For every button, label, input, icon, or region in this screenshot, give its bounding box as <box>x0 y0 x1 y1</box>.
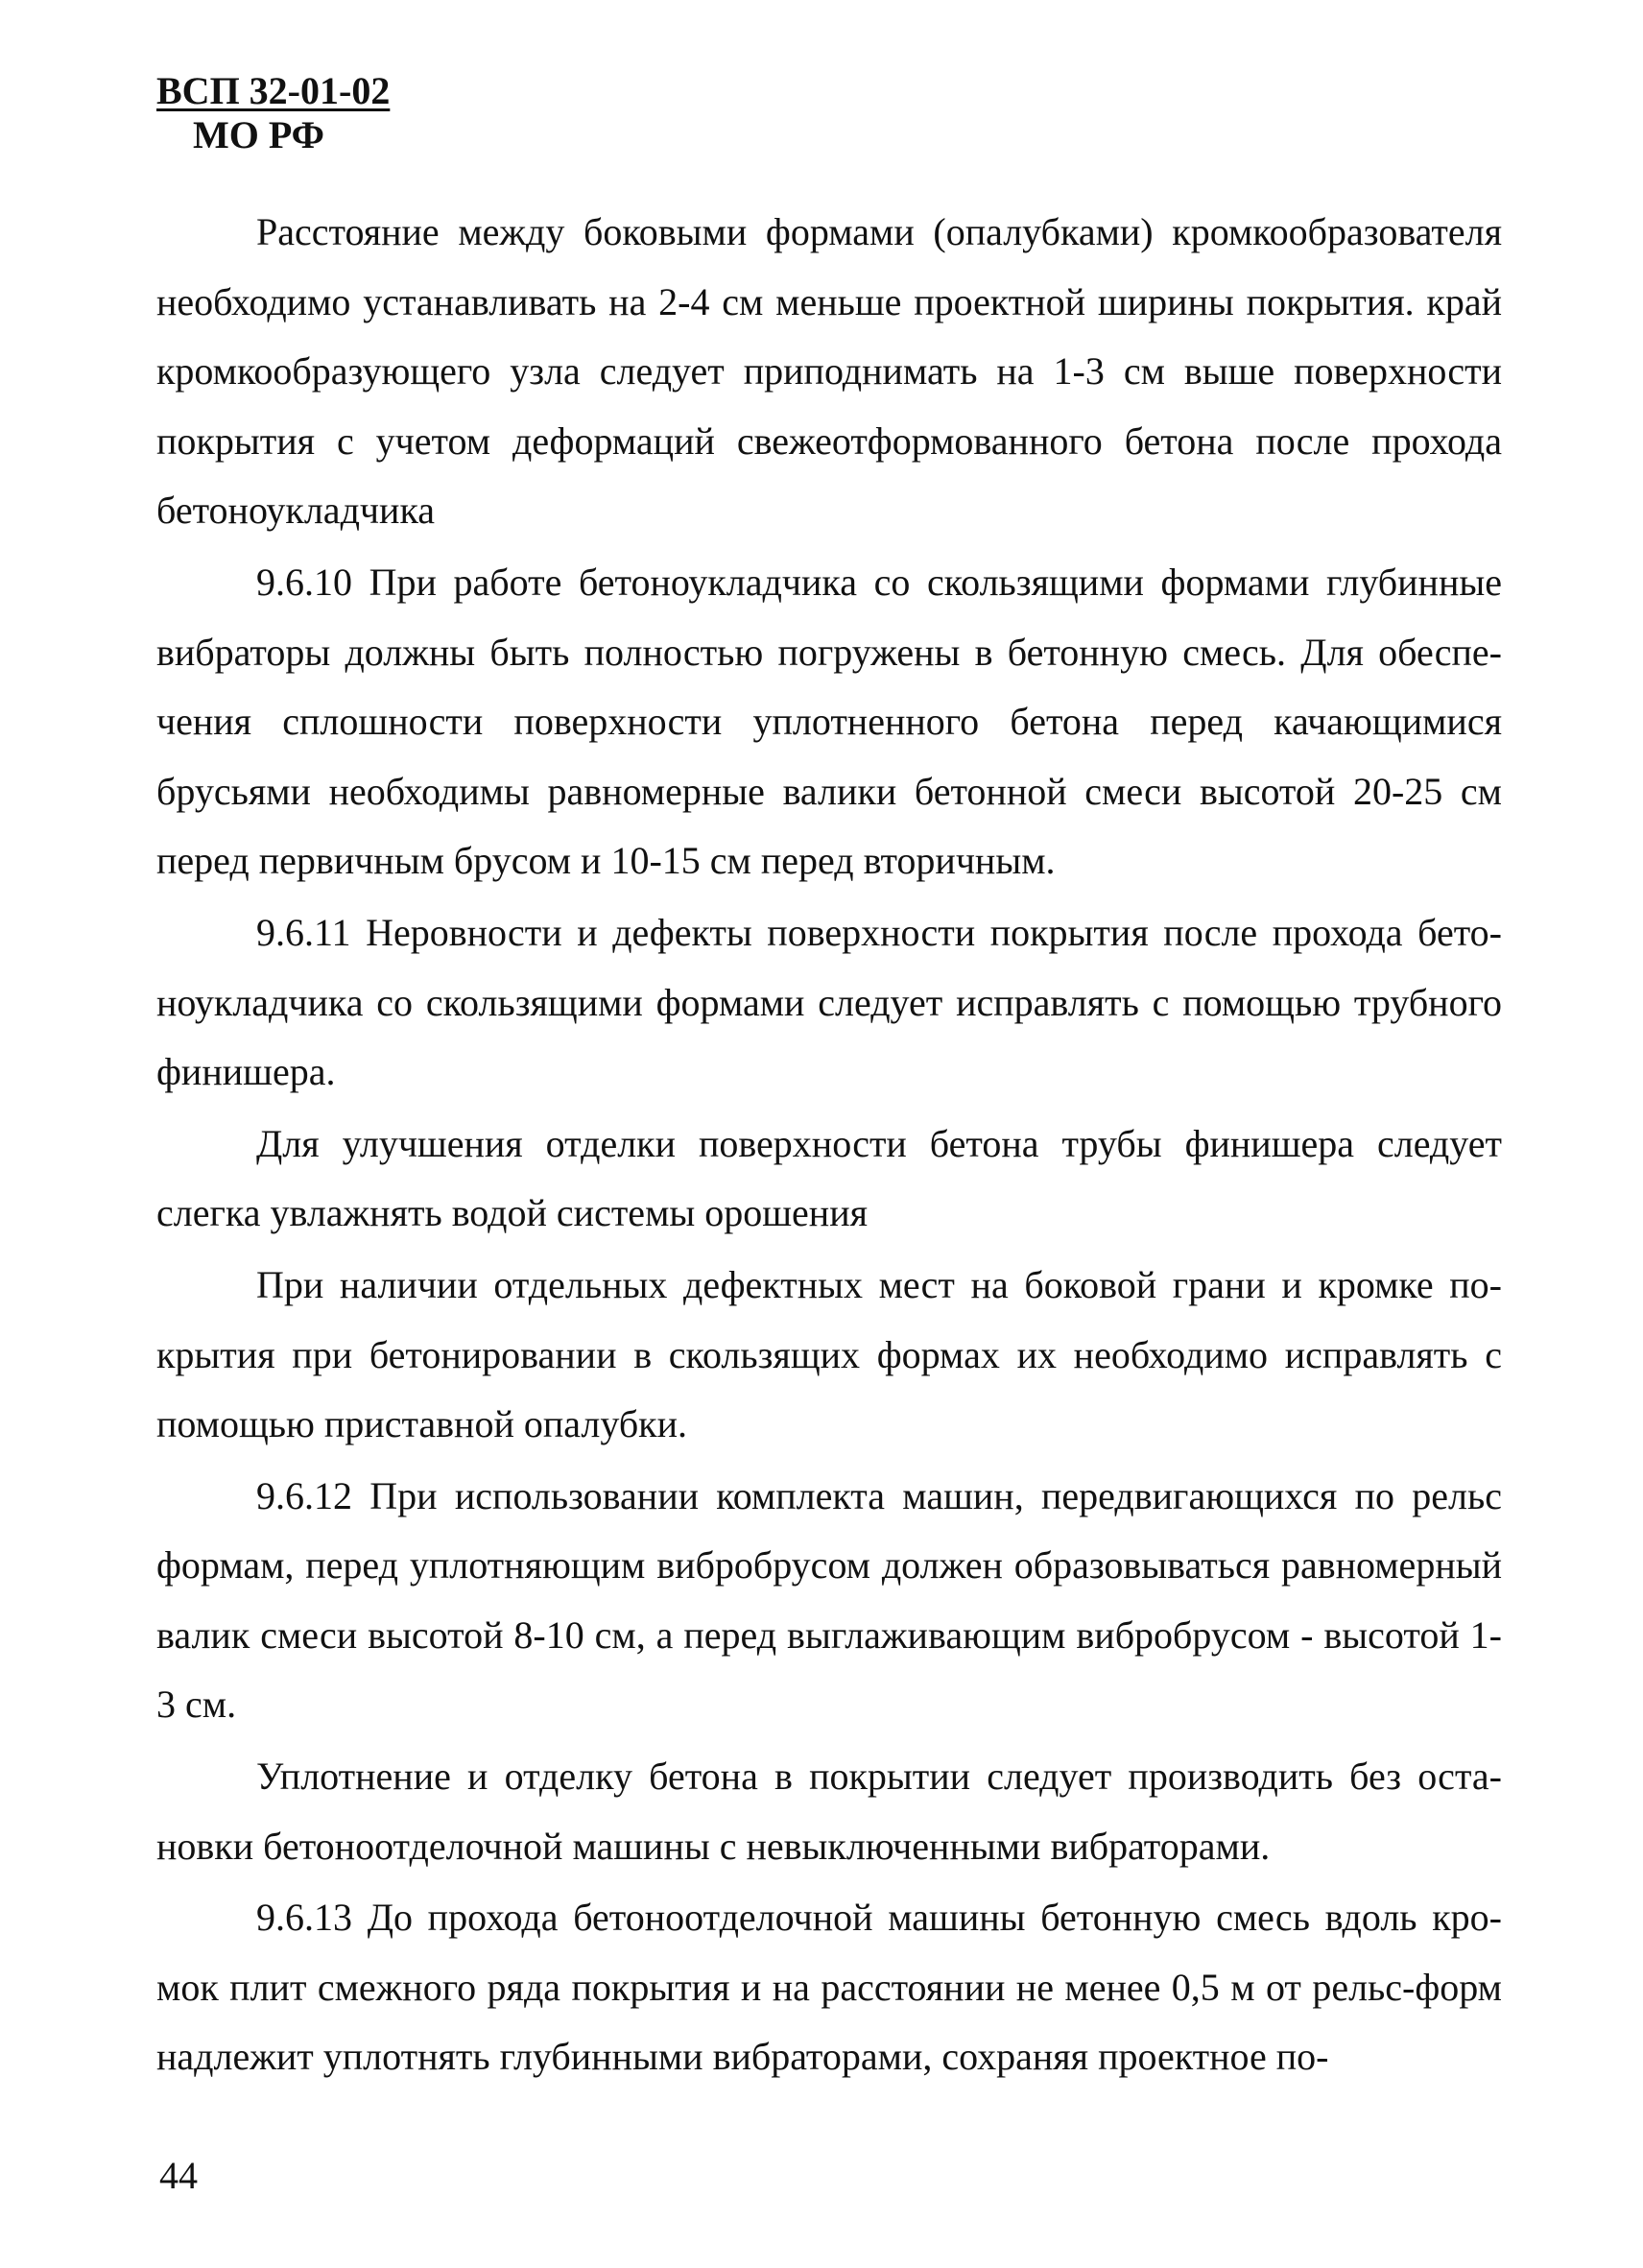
standard-code: ВСП 32-01-02 <box>156 69 391 112</box>
paragraph-9-6-11: 9.6.11 Неровности и дефекты поверхности покрытия после прохода бетоноукладчика со скользящими формами следует исправлять с помощью трубного финишера. <box>156 910 1502 1094</box>
body-text <box>156 198 1502 2092</box>
paragraph-9-6-12: 9.6.12 При использовании комплекта машин, передвигающихся по рельс формам, перед уплотняющим вибробрусом должен образовываться равномерный валик смеси высотой 8-10 см, а перед выглаживающим вибробрусом - высотой 1-3 см. <box>156 1473 1502 1727</box>
paragraph-9-6-10: 9.6.10 При работе бетоноукладчика со скользящими формами глубинные вибраторы должны быть полностью погружены в бетонную смесь. Для обеспечения сплошности поверхности уплотненного бетона перед качающимися брусьями необходимы равномерные валики бетонной смеси высотой 20-25 см перед первичным брусом и 10-15 см перед вторичным. <box>156 560 1502 883</box>
organization-label: МО РФ <box>193 113 324 156</box>
paragraph-compaction-finishing: Уплотнение и отделку бетона в покрытии следует производить без остановки бетоноотделочной машины с невыключенными вибраторами. <box>156 1755 1502 1868</box>
page-number: 44 <box>159 2154 198 2197</box>
paragraph-spacing-between-forms: Расстояние между боковыми формами (опалубками) кромкообразователя необходимо устанавливать на 2-4 см меньше проектной ширины покрытия. край кромкообразующего узла следует приподнимать на 1-3 см выше поверхности покрытия с учетом деформаций свежеотформованного бетона после прохода бетоноукладчика <box>156 210 1502 533</box>
paragraph-finisher-moistening: Для улучшения отделки поверхности бетона трубы финишера следует слегка увлажнять водой системы орошения <box>156 1121 1502 1235</box>
paragraph-defect-repair: При наличии отдельных дефектных мест на боковой грани и кромке покрытия при бетонировании в скользящих формах их необходимо исправлять с помощью приставной опалубки. <box>156 1262 1502 1446</box>
document-header <box>156 69 390 157</box>
paragraph-9-6-13: 9.6.13 До прохода бетоноотделочной машины бетонную смесь вдоль кромок плит смежного ряда покрытия и на расстоянии не менее 0,5 м от рельс-форм надлежит уплотнять глубинными вибраторами, сохраняя проектное по- <box>156 1896 1502 2079</box>
